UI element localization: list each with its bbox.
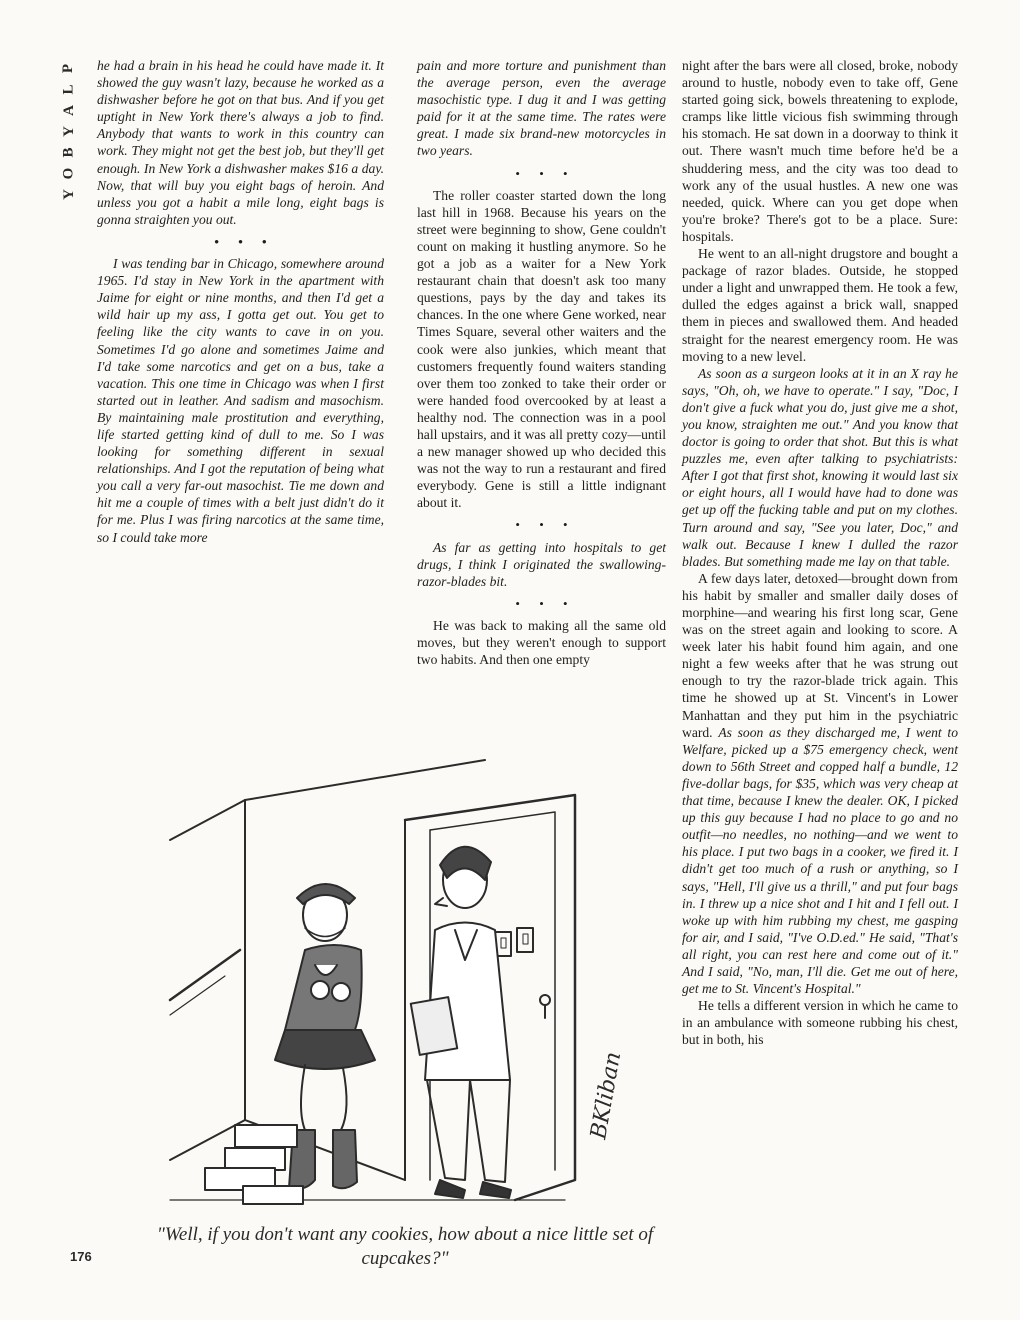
paragraph: He tells a different version in which he came to in an ambulance with someone rubbing his chest, but in both, his bbox=[682, 998, 958, 1048]
masthead-letter: P bbox=[60, 63, 77, 74]
paragraph: pain and more torture and punishment than the average person, even the average masochistic type. I dug it and I was getting paid for it at the same time. The rates were great. I made six brand-new motorcycles in two years. bbox=[417, 58, 666, 159]
column-1 bbox=[97, 57, 384, 546]
section-break: • • • bbox=[515, 165, 576, 181]
masthead-letter: B bbox=[60, 147, 77, 158]
paragraph: night after the bars were all closed, broke, nobody around to hustle, nobody even to take off, Gene started going sick, bowels threatening to explode, cramps like little vicious fish swimming through his stomach. He sat down in a doorway to think it out. There wasn't much time before he'd be a shuddering mess, and the city was too dead to work any of the usual hustles. A new one was needed, quick. Where can you get dope when you're broke? There's got to be a place. Sure: hospitals. bbox=[682, 58, 958, 244]
masthead-letter: Y bbox=[60, 189, 77, 200]
section-break: • • • bbox=[515, 595, 576, 611]
masthead-letter: L bbox=[60, 84, 77, 95]
section-break: • • • bbox=[214, 233, 275, 249]
section-break: • • • bbox=[515, 517, 576, 533]
cartoon-illustration bbox=[165, 700, 670, 1220]
masthead-vertical bbox=[58, 58, 80, 205]
cartoon-signature: BKliban bbox=[586, 1049, 627, 1142]
paragraph: I was tending bar in Chicago, somewhere around 1965. I'd stay in New York in the apartment with Jaime for eight or nine months, and then I'd get a wild hair up my ass, I gotta get out. You get to feeling like the city wants to cave in on you. Sometimes I'd go alone and sometimes Jaime and I'd take some narcotics and get on a bus, take a vacation. This one time in Chicago was when I first started out in leather. And sadism and masochism. By maintaining male prostitution and everything, life started getting kind of dull to me. So I was looking for something different in sexual relationships. And I got the reputation of being what you call a very far-out masochist. Tie me down and hit me a couple of times with a belt just didn't do it for me. Plus I was firing narcotics at the same time, so I could take more bbox=[97, 256, 384, 545]
masthead-letter: Y bbox=[60, 126, 77, 137]
paragraph bbox=[682, 570, 958, 997]
paragraph: He went to an all-night drugstore and bought a package of razor blades. Outside, he stopped under a light and unwrapped them. He took a few, dulled the edges against a brick wall, snapped them in pieces and swallowed them. And headed straight for the nearest emergency room. He was moving to a new level. bbox=[682, 246, 958, 364]
paragraph: As far as getting into hospitals to get drugs, I think I originated the swallowing-razor-blades bit. bbox=[417, 539, 666, 589]
cartoon-caption: "Well, if you don't want any cookies, how about a nice little set of cupcakes?" bbox=[156, 1224, 654, 1269]
paragraph: he had a brain in his head he could have made it. It showed the guy wasn't lazy, because he worked as a dishwasher before he got on that bus. And if you get uptight in New York there's always a job to find. Anybody that wants to work in this country can work. They might not get the best job, but they'll get enough. In New York a dishwasher makes $16 a day. Now, that will buy you eight bags of heroin. And unless you got a habit a mile long, eight bags is gonna straighten you out. bbox=[97, 58, 384, 227]
column-2 bbox=[417, 57, 666, 668]
paragraph: The roller coaster started down the long last hill in 1968. Because his years on the street were beginning to show, Gene couldn't count on making it hustling anymore. So he got a job as a waiter for a New York restaurant chain that doesn't ask too many questions, pays by the day and takes its chances. In the one where Gene worked, near Times Square, several other waiters and the cook were also junkies, which meant that customers frequently found waiters standing over them too zonked to take their order or were handed food overcooked by at least a healthy nod. The connection was in a pool hall upstairs, and it was all pretty cozy—until a new manager showed up who decided this was not the way to run a restaurant and fired everybody. Gene is still a little indignant about it. bbox=[417, 187, 666, 511]
page-number: 176 bbox=[70, 1249, 92, 1264]
paragraph-quote: As soon as they discharged me, I went to Welfare, picked up a $75 emergency check, went down to 56th Street and copped half a bundle, 12 five-dollar bags, for $35, which was very cheap at that time, because I knew the dealer. OK, I picked up this guy because I had no place to go and no outfit—no needles, no nothing—and we went to his place. I put two bags in a cooker, we fired it. I didn't get too much of a rush or anything, so I says, "Hell, I'll give us a thrill," and put four bags in. I threw up a nice shot and I hit and I fell out. I woke up with him rubbing my chest, me gasping for air, and I said, "I've O.D.ed." He said, "That's all right, you can rest here and come out of it." And I said, "No, man, I'll die. Get me out of here, get me to St. Vincent's Hospital." bbox=[682, 724, 958, 997]
column-3 bbox=[682, 57, 958, 1048]
paragraph: He was back to making all the same old moves, but they weren't enough to support two habits. And then one empty bbox=[417, 617, 666, 668]
masthead-letter: A bbox=[60, 105, 77, 116]
masthead-letter: O bbox=[60, 167, 77, 180]
paragraph: As soon as a surgeon looks at it in an X ray he says, "Oh, oh, we have to operate." I say, "Doc, I don't give a fuck what you do, just give me a shot, you know, straighten me out." And you know that doctor is going to order that shot. But this is what puzzles me, even after talking to psychiatrists: After I got that first shot, knowing it would last six or eight hours, all I would have had to done was get up off the fucking table and put on my clothes. Turn around and say, "See you later, Doc," and walk out. Because I knew I dulled the razor blades. But something made me lay on that table. bbox=[682, 365, 958, 569]
paragraph-text: A few days later, detoxed—brought down from his habit by smaller and smaller daily doses of morphine—and wearing his first long scar, Gene was on the street again and looking to score. A week later his habit found him again, and one night a few weeks after that he was strung out enough to try the razor-blade trick again. This time he showed up at St. Vincent's in Lower Manhattan and they put him in the psychiatric ward. bbox=[682, 570, 958, 740]
